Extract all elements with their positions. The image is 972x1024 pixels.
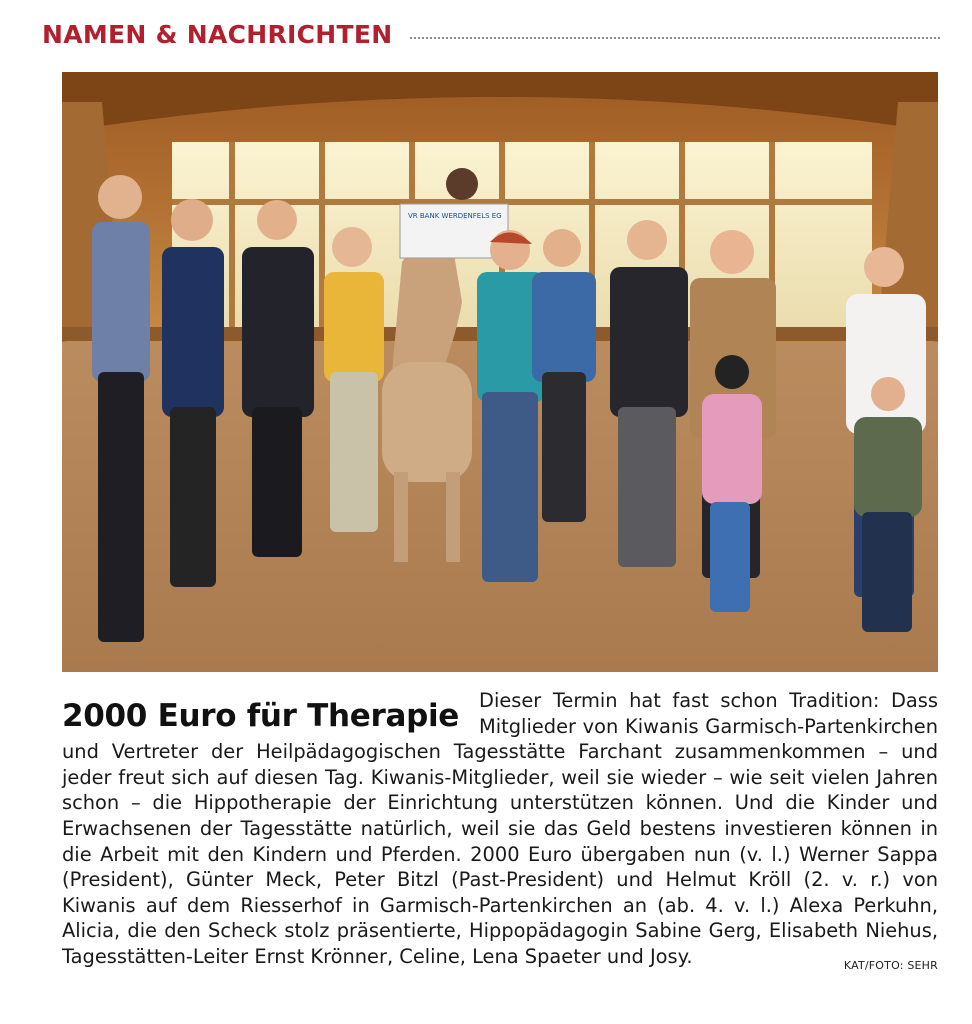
article [62,688,938,979]
dotted-divider [410,37,940,39]
article-body: Dieser Termin hat fast schon Tradition: Dass Mitglieder von Kiwanis Garmisch-Partenkirchen und Vertreter der Heilpädagogischen Tagesstätte Farchant zusammenkommen – und jeder freut sich auf diesen Tag. Kiwanis-Mitglieder, weil sie wieder – wie seit vielen Jahren schon – die Hippotherapie der Einrichtung unterstützen können. Und die Kinder und Erwachsenen der Tagesstätte natürlich, weil sie das Geld bestens investieren können in die Arbeit mit den Kindern und Pferden. 2000 Euro übergaben nun (v. l.) Werner Sappa (President), Günter Meck, Peter Bitzl (Past-President) und Helmut Kröll (2. v. r.) von Kiwanis auf dem Riesserhof in Garmisch-Partenkirchen an (ab. 4. v. l.) Alexa Perkuhn, Alicia, die den Scheck stolz präsentierte, Hippopädagogin Sabine Gerg, Elisabeth Niehus, Tagesstätten-Leiter Ernst Krönner, Celine, Lena Spaeter und Josy. [62,689,938,968]
article-body-container [62,688,938,970]
person-2 [162,199,224,587]
article-photo [62,72,938,672]
photo-credit: KAT/FOTO: SEHR [843,958,938,972]
group-photo-illustration [62,72,938,672]
person-1 [92,175,150,642]
person-4 [324,227,384,532]
section-header [42,16,940,52]
section-title: NAMEN & NACHRICHTEN [42,19,393,49]
article-headline: 2000 Euro für Therapie [62,698,460,734]
svg-text:VR BANK WERDENFELS EG: VR BANK WERDENFELS EG [408,212,502,220]
